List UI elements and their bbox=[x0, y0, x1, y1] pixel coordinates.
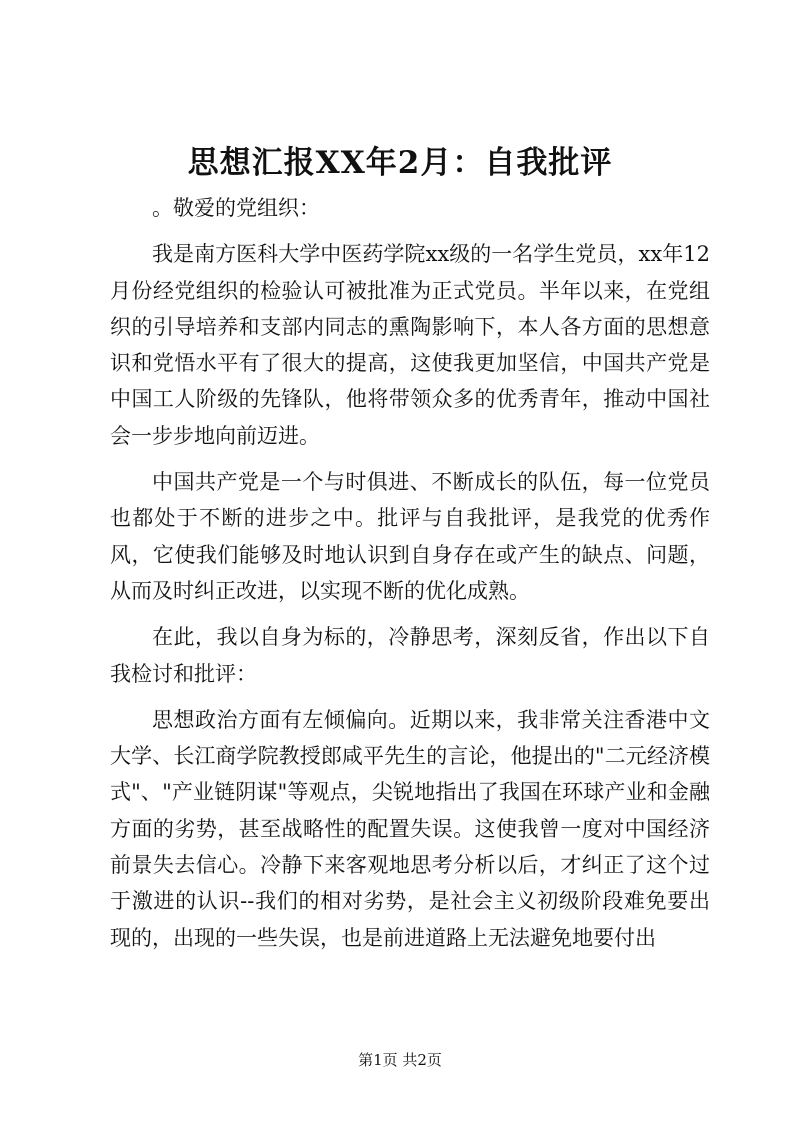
body-paragraph: 中国共产党是一个与时俱进、不断成长的队伍，每一位党员也都处于不断的进步之中。批评与自我批评，是我党的优秀作风，它使我们能够及时地认识到自身存在或产生的缺点、问题，从而及时纠正改进，以实现不断的优化成熟。 bbox=[110, 470, 710, 603]
document-body bbox=[110, 190, 710, 966]
body-paragraph: 在此，我以自身为标的，冷静思考，深刻反省，作出以下自我检讨和批评： bbox=[110, 625, 710, 686]
salutation: 。敬爱的党组织： bbox=[152, 196, 320, 220]
document-title: 思想汇报XX年2月：自我批评 bbox=[187, 145, 613, 181]
page-footer: 第1页 共2页 bbox=[358, 1051, 442, 1069]
body-paragraph: 我是南方医科大学中医药学院xx级的一名学生党员，xx年12月份经党组织的检验认可被批准为正式党员。半年以来，在党组织的引导培养和支部内同志的熏陶影响下，本人各方面的思想意识和党悟水平有了很大的提高，这使我更加坚信，中国共产党是中国工人阶级的先锋队，他将带领众多的优秀青年，推动中国社会一步步地向前迈进。 bbox=[110, 242, 710, 448]
body-paragraph: 思想政治方面有左倾偏向。近期以来，我非常关注香港中文大学、长江商学院教授郎咸平先生的言论，他提出的"二元经济模式"、"产业链阴谋"等观点，尖锐地指出了我国在环球产业和金融方面的劣势，甚至战略性的配置失误。这使我曾一度对中国经济前景失去信心。冷静下来客观地思考分析以后，才纠正了这个过于激进的认识--我们的相对劣势，是社会主义初级阶段难免要出现的，出现的一些失误，也是前进道路上无法避免地要付出 bbox=[110, 707, 710, 950]
